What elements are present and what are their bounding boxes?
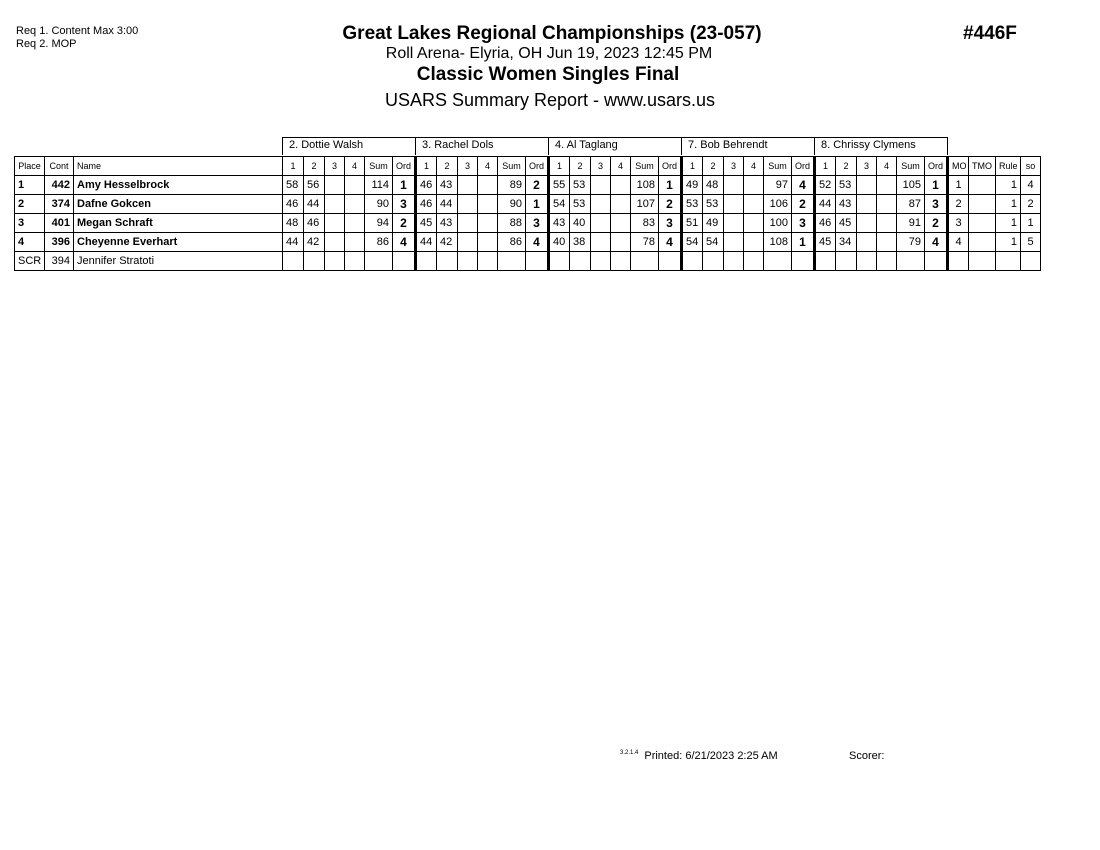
judge-ordinal	[393, 252, 416, 271]
judge-score	[703, 252, 724, 271]
col-header-judge: 3	[724, 157, 744, 176]
rule-cell: 1	[996, 214, 1021, 233]
place-cell: 4	[15, 233, 45, 252]
judge-score: 46	[416, 176, 437, 195]
judge-score	[345, 233, 365, 252]
judge-sum: 107	[631, 195, 659, 214]
judge-score	[877, 214, 897, 233]
judge-ordinal: 2	[925, 214, 948, 233]
col-header-judge: 2	[437, 157, 458, 176]
judge-score	[283, 252, 304, 271]
rule-cell: 1	[996, 195, 1021, 214]
col-header-judge: Sum	[631, 157, 659, 176]
judge-sum: 105	[897, 176, 925, 195]
col-header-judge: 2	[703, 157, 724, 176]
so-cell: 1	[1021, 214, 1041, 233]
col-header-judge: 3	[591, 157, 611, 176]
judge-sum	[365, 252, 393, 271]
judge-score	[836, 252, 857, 271]
place-cell: 3	[15, 214, 45, 233]
judge-score: 46	[416, 195, 437, 214]
judge-score: 40	[570, 214, 591, 233]
place-cell: SCR	[15, 252, 45, 271]
judge-score	[458, 176, 478, 195]
judge-score: 48	[703, 176, 724, 195]
judge-header: 8. Chrissy Clymens	[814, 137, 948, 155]
so-cell: 5	[1021, 233, 1041, 252]
judge-score: 43	[437, 176, 458, 195]
judge-score	[682, 252, 703, 271]
so-cell	[1021, 252, 1041, 271]
judge-score: 51	[682, 214, 703, 233]
scorer-label: Scorer:	[849, 750, 885, 762]
judge-ordinal: 4	[526, 233, 549, 252]
judge-score: 43	[549, 214, 570, 233]
judge-score: 43	[437, 214, 458, 233]
judge-score: 44	[437, 195, 458, 214]
cont-cell: 442	[45, 176, 74, 195]
judge-score: 53	[570, 176, 591, 195]
judge-sum: 100	[764, 214, 792, 233]
judge-score	[611, 252, 631, 271]
judge-ordinal: 1	[393, 176, 416, 195]
judge-sum: 108	[764, 233, 792, 252]
judge-score: 42	[304, 233, 325, 252]
skater-name: Cheyenne Everhart	[74, 233, 283, 252]
judge-sum: 94	[365, 214, 393, 233]
judge-score	[857, 214, 877, 233]
col-header-judge: Sum	[764, 157, 792, 176]
judge-score: 44	[283, 233, 304, 252]
judge-score	[325, 233, 345, 252]
results-table	[14, 156, 1041, 271]
judge-score: 53	[570, 195, 591, 214]
judge-score	[345, 195, 365, 214]
col-header-judge: 2	[304, 157, 325, 176]
judge-score: 44	[815, 195, 836, 214]
judge-sum: 87	[897, 195, 925, 214]
cont-cell: 374	[45, 195, 74, 214]
table-row	[15, 195, 1041, 214]
col-header-so: so	[1021, 157, 1041, 176]
judge-score: 34	[836, 233, 857, 252]
judge-score	[416, 252, 437, 271]
col-header-judge: 4	[744, 157, 764, 176]
col-header-judge: Ord	[925, 157, 948, 176]
judge-sum: 78	[631, 233, 659, 252]
judge-score	[591, 195, 611, 214]
judge-sum: 108	[631, 176, 659, 195]
judge-score	[437, 252, 458, 271]
judge-score	[857, 252, 877, 271]
judge-score: 54	[682, 233, 703, 252]
col-header-judge: 1	[815, 157, 836, 176]
col-header-judge: 2	[836, 157, 857, 176]
judge-score	[570, 252, 591, 271]
judge-sum	[897, 252, 925, 271]
judge-sum: 83	[631, 214, 659, 233]
judge-score	[591, 252, 611, 271]
judge-score	[478, 195, 498, 214]
mo-cell: 2	[948, 195, 969, 214]
judge-score	[611, 214, 631, 233]
judge-ordinal	[526, 252, 549, 271]
judge-score	[611, 233, 631, 252]
judge-score: 49	[682, 176, 703, 195]
judge-score	[345, 176, 365, 195]
judge-ordinal: 1	[659, 176, 682, 195]
col-header-judge: 4	[877, 157, 897, 176]
judge-score	[458, 252, 478, 271]
judge-score: 56	[304, 176, 325, 195]
judge-ordinal: 2	[393, 214, 416, 233]
judge-ordinal: 3	[526, 214, 549, 233]
judge-sum: 88	[498, 214, 526, 233]
judge-score: 49	[703, 214, 724, 233]
footer-mark: 3.2.1.4	[620, 750, 639, 756]
col-header-judge: Ord	[659, 157, 682, 176]
col-header-judge: Sum	[365, 157, 393, 176]
judge-sum	[498, 252, 526, 271]
judge-score: 53	[703, 195, 724, 214]
judge-score	[458, 233, 478, 252]
skater-name: Megan Schraft	[74, 214, 283, 233]
judge-score	[744, 195, 764, 214]
judge-header: 3. Rachel Dols	[415, 137, 549, 155]
tmo-cell	[969, 233, 996, 252]
judge-sum: 90	[365, 195, 393, 214]
judge-score	[815, 252, 836, 271]
judge-ordinal: 1	[526, 195, 549, 214]
judge-score	[744, 252, 764, 271]
place-cell: 1	[15, 176, 45, 195]
judge-ordinal: 3	[393, 195, 416, 214]
mo-cell: 4	[948, 233, 969, 252]
judge-ordinal: 1	[792, 233, 815, 252]
printed-timestamp: Printed: 6/21/2023 2:25 AM	[644, 750, 778, 762]
col-header-judge: Ord	[526, 157, 549, 176]
rule-cell: 1	[996, 176, 1021, 195]
col-header-judge: 1	[682, 157, 703, 176]
judge-score	[611, 176, 631, 195]
tmo-cell	[969, 195, 996, 214]
judge-ordinal: 4	[792, 176, 815, 195]
col-header-judge: Ord	[792, 157, 815, 176]
judge-score: 44	[304, 195, 325, 214]
so-cell: 4	[1021, 176, 1041, 195]
judge-sum: 79	[897, 233, 925, 252]
judge-header: 2. Dottie Walsh	[282, 137, 416, 155]
table-row	[15, 214, 1041, 233]
col-header-judge: 2	[570, 157, 591, 176]
judge-score	[478, 252, 498, 271]
requirement-1: Req 1. Content Max 3:00	[16, 25, 139, 37]
judge-score	[591, 176, 611, 195]
judge-ordinal: 4	[925, 233, 948, 252]
tmo-cell	[969, 252, 996, 271]
col-header-judge: Sum	[897, 157, 925, 176]
judge-sum	[764, 252, 792, 271]
skater-name: Jennifer Stratoti	[74, 252, 283, 271]
judge-score	[458, 214, 478, 233]
col-header-mo: MO	[948, 157, 969, 176]
skater-name: Dafne Gokcen	[74, 195, 283, 214]
judge-sum: 91	[897, 214, 925, 233]
judge-score	[857, 176, 877, 195]
event-name: Classic Women Singles Final	[416, 64, 680, 85]
judge-score: 38	[570, 233, 591, 252]
col-header-judge: 4	[478, 157, 498, 176]
judge-score	[744, 233, 764, 252]
judge-ordinal: 1	[925, 176, 948, 195]
col-header-cont: Cont	[45, 157, 74, 176]
mo-cell: 1	[948, 176, 969, 195]
judge-ordinal: 3	[659, 214, 682, 233]
tmo-cell	[969, 176, 996, 195]
col-header-judge: 1	[416, 157, 437, 176]
judge-score	[478, 214, 498, 233]
judge-ordinal	[925, 252, 948, 271]
col-header-judge: 4	[611, 157, 631, 176]
col-header-tmo: TMO	[969, 157, 996, 176]
judge-score: 55	[549, 176, 570, 195]
judge-score: 48	[283, 214, 304, 233]
judge-score: 46	[283, 195, 304, 214]
judge-score: 45	[416, 214, 437, 233]
cont-cell: 396	[45, 233, 74, 252]
judge-score: 40	[549, 233, 570, 252]
judge-score	[478, 233, 498, 252]
judge-score	[877, 195, 897, 214]
judge-score	[458, 195, 478, 214]
rule-cell	[996, 252, 1021, 271]
judge-ordinal: 4	[393, 233, 416, 252]
rule-cell: 1	[996, 233, 1021, 252]
judge-score: 44	[416, 233, 437, 252]
judge-score	[325, 176, 345, 195]
judge-score: 42	[437, 233, 458, 252]
table-row	[15, 233, 1041, 252]
place-cell: 2	[15, 195, 45, 214]
judge-score: 52	[815, 176, 836, 195]
judge-score	[611, 195, 631, 214]
judge-score	[724, 233, 744, 252]
judge-score	[877, 233, 897, 252]
col-header-rule: Rule	[996, 157, 1021, 176]
judge-ordinal	[659, 252, 682, 271]
judge-sum: 86	[498, 233, 526, 252]
requirement-2: Req 2. MOP	[16, 38, 77, 50]
column-header-row	[15, 157, 1041, 176]
judge-score: 46	[304, 214, 325, 233]
judge-score	[877, 176, 897, 195]
judge-score	[744, 214, 764, 233]
skater-name: Amy Hesselbrock	[74, 176, 283, 195]
judge-score	[304, 252, 325, 271]
judge-header: 4. Al Taglang	[548, 137, 682, 155]
judge-score	[325, 252, 345, 271]
tmo-cell	[969, 214, 996, 233]
judge-score	[345, 252, 365, 271]
cont-cell: 401	[45, 214, 74, 233]
judge-score	[549, 252, 570, 271]
judge-score	[724, 176, 744, 195]
judge-score: 53	[836, 176, 857, 195]
competition-title: Great Lakes Regional Championships (23-057)	[342, 23, 762, 44]
judge-score	[345, 214, 365, 233]
judge-score: 45	[815, 233, 836, 252]
judge-sum: 106	[764, 195, 792, 214]
judge-score: 54	[703, 233, 724, 252]
so-cell: 2	[1021, 195, 1041, 214]
col-header-name: Name	[74, 157, 283, 176]
judge-score	[857, 195, 877, 214]
judge-score: 53	[682, 195, 703, 214]
mo-cell	[948, 252, 969, 271]
judge-score	[591, 233, 611, 252]
judge-score	[724, 252, 744, 271]
judge-score	[325, 195, 345, 214]
judge-score: 54	[549, 195, 570, 214]
judge-score	[591, 214, 611, 233]
report-title: USARS Summary Report - www.usars.us	[384, 90, 716, 110]
col-header-judge: 4	[345, 157, 365, 176]
judge-ordinal: 4	[659, 233, 682, 252]
judge-ordinal: 3	[925, 195, 948, 214]
mo-cell: 3	[948, 214, 969, 233]
col-header-judge: 3	[857, 157, 877, 176]
judge-score	[744, 176, 764, 195]
judge-sum: 97	[764, 176, 792, 195]
table-row	[15, 252, 1041, 271]
judge-score	[478, 176, 498, 195]
col-header-judge: Ord	[393, 157, 416, 176]
judge-score	[724, 195, 744, 214]
col-header-judge: 1	[549, 157, 570, 176]
print-footer	[620, 750, 778, 762]
judge-sum: 86	[365, 233, 393, 252]
event-number: #446F	[963, 23, 1017, 44]
judge-sum: 89	[498, 176, 526, 195]
judge-score: 46	[815, 214, 836, 233]
judge-sum: 90	[498, 195, 526, 214]
judge-score: 43	[836, 195, 857, 214]
col-header-judge: 1	[283, 157, 304, 176]
judge-score: 58	[283, 176, 304, 195]
venue-datetime: Roll Arena- Elyria, OH Jun 19, 2023 12:45 PM	[385, 45, 713, 62]
judge-header: 7. Bob Behrendt	[681, 137, 815, 155]
judge-score	[325, 214, 345, 233]
col-header-place: Place	[15, 157, 45, 176]
judge-ordinal: 2	[526, 176, 549, 195]
col-header-judge: Sum	[498, 157, 526, 176]
judge-score	[877, 252, 897, 271]
judge-score	[857, 233, 877, 252]
cont-cell: 394	[45, 252, 74, 271]
table-row	[15, 176, 1041, 195]
judge-score	[724, 214, 744, 233]
judge-ordinal: 2	[792, 195, 815, 214]
judge-sum	[631, 252, 659, 271]
judge-ordinal: 3	[792, 214, 815, 233]
judge-ordinal	[792, 252, 815, 271]
judge-ordinal: 2	[659, 195, 682, 214]
judge-sum: 114	[365, 176, 393, 195]
judge-score: 45	[836, 214, 857, 233]
col-header-judge: 3	[458, 157, 478, 176]
col-header-judge: 3	[325, 157, 345, 176]
